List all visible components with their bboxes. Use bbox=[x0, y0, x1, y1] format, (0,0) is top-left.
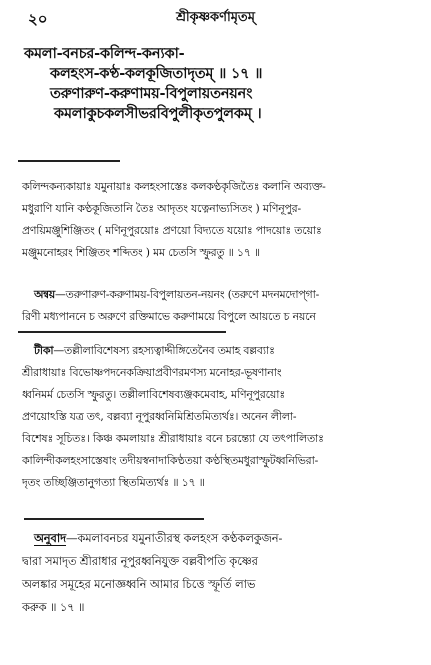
tika-line: কালিন্দীকলহংসাস্তেষাং তদীয়স্বনাদাকিণ্ঠতয়া কণ্ঠস্থিতমধুরাস্ফুটধ্বনিভিরা- bbox=[22, 454, 319, 467]
page-header bbox=[22, 8, 409, 28]
commentary-line: মধুরাণি যানি কণ্ঠকূজিতানি তৈঃ আদৃতং যত্নেনাভ্যসিতং ) মণিনূপুর- bbox=[22, 202, 301, 215]
tika-label: টীকা bbox=[34, 344, 54, 357]
tika-line: দৃতং তচ্ছিঞ্জিতানুগত্যা স্থিতমিত্যর্থঃ ॥ ১৭ ॥ bbox=[22, 476, 205, 489]
verse-line: কলহংস-কণ্ঠ-কলকূজিতাদৃতম্ ॥ ১৭ ॥ bbox=[50, 65, 263, 82]
verse-line: তরুণারুণ-করুণাময়-বিপুলায়তনয়নং bbox=[50, 85, 253, 102]
anuvad-line: দ্বারা সমাদৃত শ্রীরাধার নূপুরধ্বনিযুক্ত বল্লবীপতি কৃষ্ণের bbox=[22, 554, 258, 568]
commentary-line: প্রণয়িমঞ্জুশিঞ্জিতং ( মণিনূপুরয়োঃ প্রণয়ো বিদ্যতে যয়োঃ পাদয়োঃ তয়োঃ bbox=[22, 224, 322, 237]
tika-line: ধ্বনিমর্ম চেতসি স্ফুরতু। তল্লীলাবিশেষব্যঞ্জকমেবাহ, মণিনূপুরয়োঃ bbox=[22, 388, 286, 401]
divider bbox=[18, 331, 226, 333]
anuvad-line: অলঙ্কার সমূহের মনোজ্ঞধ্বনি আমার চিত্তে স্ফূর্তি লাভ bbox=[22, 577, 256, 591]
anvaya-line: রিণী মধ্যপাননে চ অরুণে রক্তিমাভে করুণাময়ে বিপুলে আয়তে চ নয়নে bbox=[22, 310, 316, 323]
commentary-block bbox=[22, 176, 415, 264]
page-number: ২০ bbox=[28, 10, 48, 28]
tika-block bbox=[22, 340, 415, 494]
anvaya-line: —তরুণারুণ-করুণাময়-বিপুলায়তন-নয়নং (তরুণে মদনমদোপ্গা- bbox=[55, 288, 320, 301]
anuvad-line: করুক ॥ ১৭ ॥ bbox=[22, 600, 85, 614]
commentary-line: কলিন্দকন্যকায়াঃ যমুনায়াঃ কলহংসাস্তেঃ কলকণ্ঠকৃজিতৈঃ কলানি অব্যক্ত- bbox=[22, 180, 326, 193]
divider bbox=[18, 160, 120, 162]
anuvad-line: —কমলাবনচর যমুনাতীরস্থ কলহংস কণ্ঠকলকুজন- bbox=[66, 531, 283, 545]
divider bbox=[24, 518, 204, 520]
verse-block bbox=[24, 44, 411, 124]
anvaya-label: অন্বয় bbox=[34, 288, 55, 301]
tika-line: —তল্লীলাবিশেষস্য রহস্যত্বাদ্দীঙ্গিতেনৈব তমাহ বল্লব্যাঃ bbox=[53, 344, 275, 357]
running-title: শ্রীকৃষ্ণকর্ণামৃতম্ bbox=[176, 10, 255, 25]
anuvad-label: অনুবাদ bbox=[34, 531, 67, 545]
anvaya-block bbox=[22, 284, 415, 328]
verse-line: কমলাকুচকলসীভরবিপুলীকৃতপুলকম্ । bbox=[54, 105, 262, 122]
verse-line: কমলা-বনচর-কলিন্দ-কন্যকা- bbox=[24, 45, 185, 62]
tika-line: শ্রীরাধায়াঃ বিভোষ্ণপদনেকক্রিয়াপ্রবীণরমণস্য মনোহর-ভূষণানাং bbox=[22, 366, 282, 379]
tika-line: বিশেষঃ সূচিতঃ। কিঞ্চ কমলায়াঃ শ্রীরাধায়াঃ বনে চরন্ত্যো যে তৎপালিতাঃ bbox=[22, 432, 324, 445]
commentary-line: মঞ্জুমনোহরং শিঞ্জিতং শব্দিতং ) মম চেতসি স্ফুরতু ॥ ১৭ ॥ bbox=[22, 246, 260, 259]
tika-line: প্রণয়োঽস্তি যত্র তৎ, বল্লব্যা নূপুরধ্বনিমিশ্রিতমিত্যর্থঃ। অনেন লীলা- bbox=[22, 410, 297, 423]
anuvad-block bbox=[22, 527, 415, 619]
